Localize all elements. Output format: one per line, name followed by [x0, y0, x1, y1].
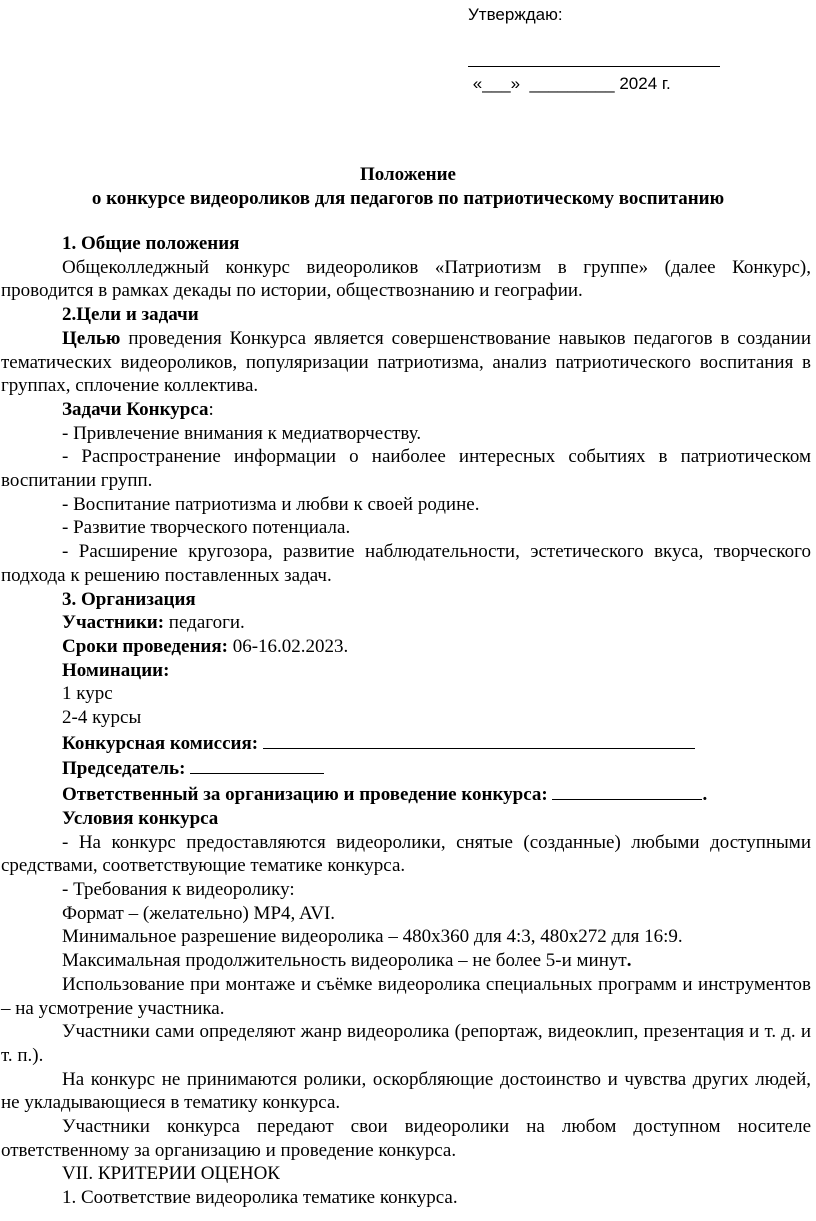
signature-line: [468, 26, 720, 67]
tasks-heading: Задачи Конкурса:: [62, 398, 214, 420]
participants: Участники: педагоги.: [62, 612, 245, 634]
chairman-blank: [190, 755, 324, 774]
condition-1: - На конкурс предоставляются видеоролики, снятые (созданные) любыми доступными средствами, соответствующие тематике конкурса.: [1, 831, 811, 877]
goal-label: Целью: [62, 327, 121, 349]
date-year: 2024 г.: [619, 74, 671, 93]
dates: Сроки проведения: 06-16.02.2023.: [62, 635, 349, 657]
date-day-blank: ___: [482, 74, 511, 93]
conditions-heading: Условия конкурса: [62, 807, 219, 829]
document-body: [1, 232, 811, 1210]
section2-heading: 2.Цели и задачи: [62, 304, 199, 326]
task-item: - Развитие творческого потенциала.: [62, 517, 351, 539]
nomination-item: 1 курс: [62, 683, 113, 705]
goal-paragraph: [1, 327, 811, 398]
nominations-label: Номинации:: [62, 659, 170, 681]
task-item: - Привлечение внимания к медиатворчеству.: [62, 422, 422, 444]
document-title: [0, 163, 816, 211]
genre: Участники сами определяют жанр видеоролика (репортаж, видеоклип, презентация и т. д. и т. п.).: [1, 1021, 811, 1066]
title-line-2: о конкурсе видеороликов для педагогов по патриотическому воспитанию: [91, 188, 725, 209]
approval-date: «___» _________ 2024 г.: [472, 74, 671, 93]
section7-heading: VII. КРИТЕРИИ ОЦЕНОК: [62, 1163, 280, 1185]
approval-block: [468, 4, 720, 95]
submission: Участники конкурса передают свои видеоролики на любом доступном носителе ответственному за организацию и проведение конкурса.: [1, 1116, 811, 1161]
requirements-heading: - Требования к видеоролику:: [62, 878, 295, 900]
commission: Конкурсная комиссия:: [1, 730, 811, 756]
responsible: Ответственный за организацию и проведение конкурса: .: [1, 781, 811, 807]
criteria-item: 1. Соответствие видеоролика тематике конкурса.: [62, 1187, 458, 1209]
task-item: - Распространение информации о наиболее интересных событиях в патриотическом воспитании групп.: [1, 446, 811, 492]
section1-heading: 1. Общие положения: [62, 233, 240, 254]
date-month-blank: _________: [529, 74, 615, 93]
resolution: Минимальное разрешение видеоролика – 480x360 для 4:3, 480x272 для 16:9.: [62, 926, 683, 948]
responsible-blank: [552, 781, 702, 800]
software: Использование при монтаже и съёмке видеоролика специальных программ и инструментов – на усмотрение участника.: [1, 973, 811, 1019]
duration: Максимальная продолжительность видеоролика – не более 5-и минут.: [62, 950, 632, 972]
title-line-1: Положение: [359, 164, 456, 185]
goal-text: проведения Конкурса является совершенствование навыков педагогов в создании тематических видеороликов, популяризации патриотизма, анализ патриотического воспитания в группах, сплочение коллектива.: [1, 327, 811, 397]
chairman: Председатель:: [1, 755, 811, 781]
format: Формат – (желательно) MP4, AVI.: [62, 902, 336, 924]
rejected: На конкурс не принимаются ролики, оскорбляющие достоинство и чувства других людей, не укладывающиеся в тематику конкурса.: [1, 1068, 811, 1114]
nomination-item: 2-4 курсы: [62, 707, 142, 729]
commission-blank: [263, 730, 695, 749]
task-item: - Расширение кругозора, развитие наблюдательности, эстетического вкуса, творческого подхода к решению поставленных задач.: [1, 541, 811, 586]
approval-label: Утверждаю:: [468, 5, 563, 24]
section1-text: Общеколледжный конкурс видеороликов «Патриотизм в группе» (далее Конкурс), проводится в рамках декады по истории, обществознанию и географии.: [1, 256, 811, 302]
section3-heading: 3. Организация: [62, 588, 196, 610]
task-item: - Воспитание патриотизма и любви к своей родине.: [62, 493, 480, 515]
